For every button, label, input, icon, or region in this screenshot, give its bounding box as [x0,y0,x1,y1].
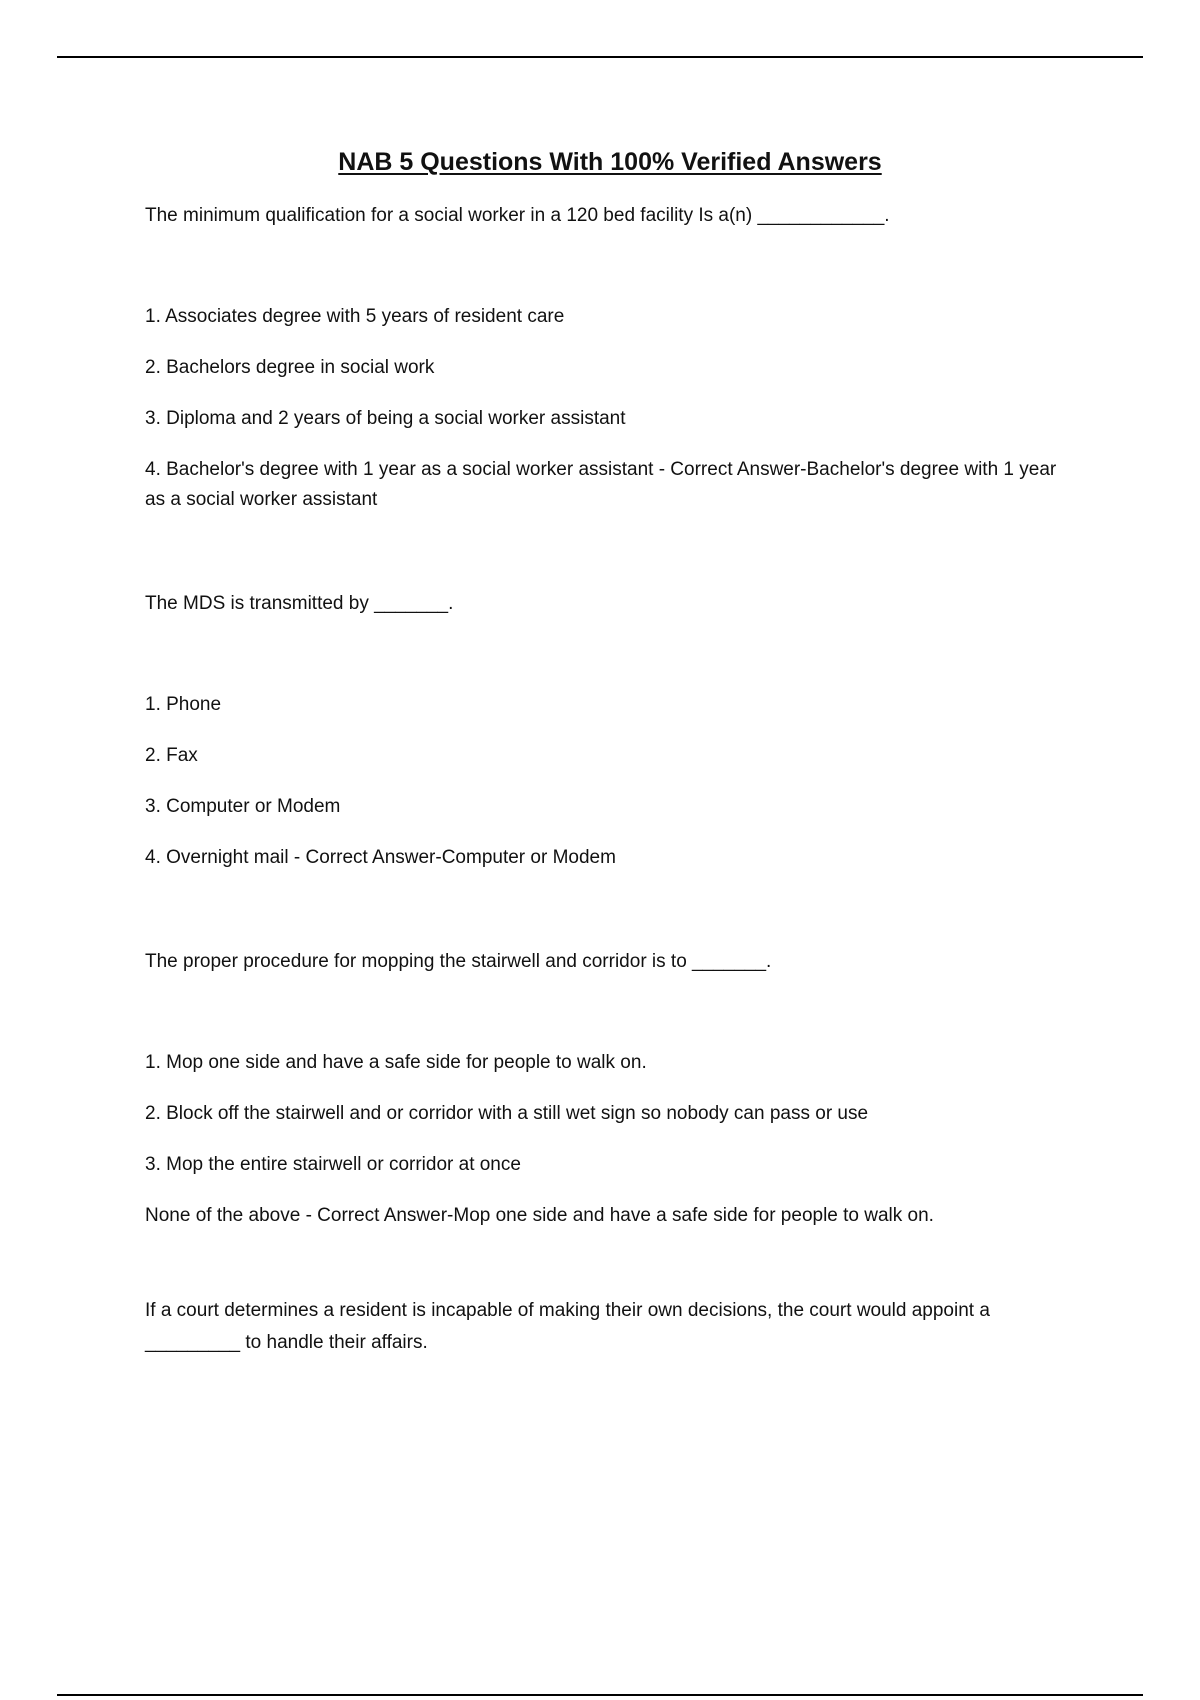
question-1-options [145,302,1075,515]
question-4: If a court determines a resident is incapable of making their own decisions, the court would appoint a _________ to handle their affairs. [145,1300,990,1353]
question-2-options [145,690,1075,873]
option-item: None of the above - Correct Answer-Mop one side and have a safe side for people to walk on. [145,1205,934,1226]
question-3: The proper procedure for mopping the stairwell and corridor is to _______. [145,951,772,972]
question-2: The MDS is transmitted by _______. [145,593,454,614]
option-item: 4. Bachelor's degree with 1 year as a social worker assistant - Correct Answer-Bachelor's degree with 1 year as a social worker assistant [145,459,1057,510]
document-body [145,144,1075,1359]
option-item: 2. Fax [145,745,198,766]
option-item: 2. Block off the stairwell and or corridor with a still wet sign so nobody can pass or use [145,1103,869,1124]
option-item: 1. Mop one side and have a safe side for people to walk on. [145,1052,647,1073]
option-item: 3. Computer or Modem [145,796,341,817]
bottom-rule [57,1694,1143,1696]
question-1: The minimum qualification for a social worker in a 120 bed facility Is a(n) ____________. [145,205,890,226]
option-item: 4. Overnight mail - Correct Answer-Computer or Modem [145,847,616,868]
option-item: 2. Bachelors degree in social work [145,357,435,378]
option-item: 3. Diploma and 2 years of being a social worker assistant [145,408,626,429]
option-item: 1. Associates degree with 5 years of resident care [145,306,565,327]
top-rule [57,56,1143,58]
question-3-options [145,1048,1075,1231]
option-item: 3. Mop the entire stairwell or corridor at once [145,1154,521,1175]
page-title: NAB 5 Questions With 100% Verified Answers [338,148,882,176]
option-item: 1. Phone [145,694,222,715]
